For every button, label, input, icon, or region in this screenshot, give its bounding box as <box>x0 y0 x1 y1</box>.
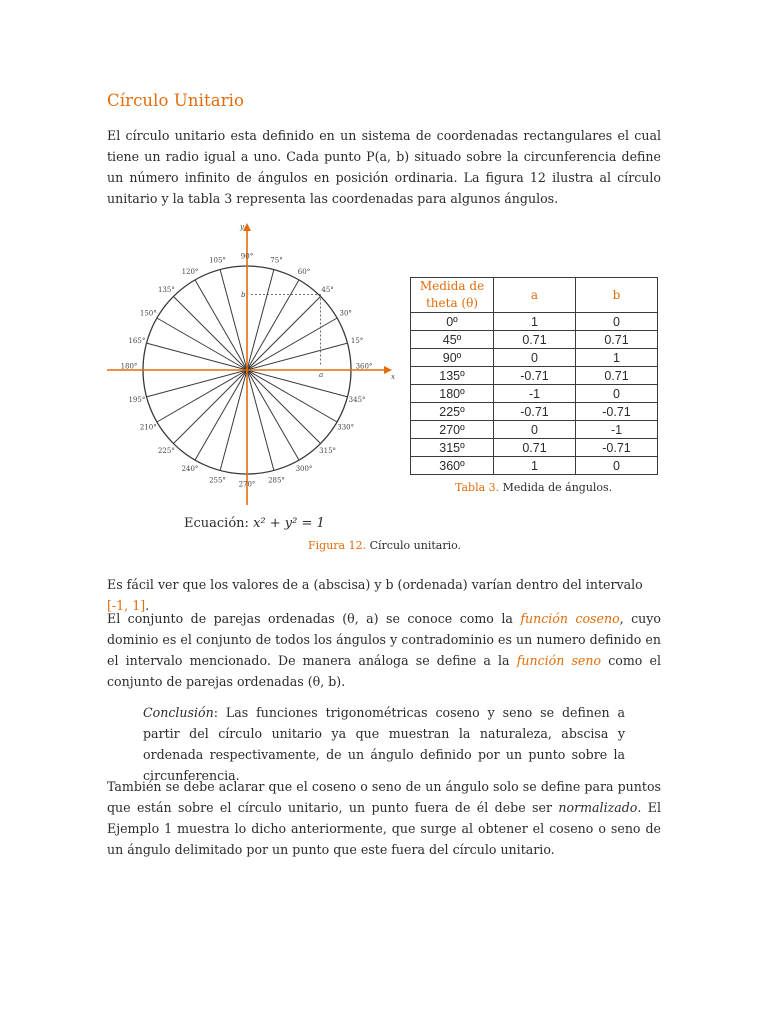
table-cell: 0 <box>576 457 658 475</box>
spoke-45 <box>247 297 321 371</box>
table-row <box>411 421 658 439</box>
table-row <box>411 349 658 367</box>
angle-label-270: 270° <box>238 480 256 489</box>
spoke-60 <box>247 280 299 370</box>
table-caption-label: Tabla 3. <box>455 481 500 494</box>
table-cell: -1 <box>494 385 576 403</box>
angle-label-120: 120° <box>181 267 199 276</box>
table-row <box>411 403 658 421</box>
sine-function-link[interactable]: función seno <box>516 653 602 668</box>
spoke-240 <box>195 370 247 460</box>
table-header-theta: Medida de theta (θ) <box>411 278 494 313</box>
angle-label-285: 285° <box>268 476 285 485</box>
table-header-row <box>411 278 658 313</box>
spoke-75 <box>247 270 274 371</box>
table-cell: 0.71 <box>494 439 576 457</box>
table-cell: 225º <box>411 403 494 421</box>
spoke-195 <box>147 370 248 397</box>
spoke-120 <box>195 280 247 370</box>
angle-label-345: 345° <box>348 396 366 404</box>
y-axis-arrow <box>243 223 251 231</box>
spoke-150 <box>157 318 247 370</box>
table-row <box>411 439 658 457</box>
axis-x-label: x <box>391 373 395 381</box>
table-cell: -0.71 <box>494 367 576 385</box>
table-cell: 0.71 <box>576 367 658 385</box>
table-cell: 0.71 <box>576 331 658 349</box>
spoke-210 <box>157 370 247 422</box>
angle-label-360: 360° <box>355 362 373 371</box>
normalizado-term: normalizado <box>558 800 638 815</box>
table-caption <box>455 481 612 494</box>
intro-paragraph: El círculo unitario esta definido en un sistema de coordenadas rectangulares el cual tiene un radio igual a uno. Cada punto P(a, b) situado sobre la circunferencia define un número infinito de ángulos en posición ordinaria. La figura 12 ilustra al círculo unitario y la tabla 3 representa las coordenadas para algunos ángulos. <box>107 128 661 206</box>
angle-label-60: 60° <box>297 267 311 276</box>
angle-label-165: 165° <box>128 337 146 345</box>
table-caption-text: Medida de ángulos. <box>502 481 613 494</box>
angle-label-75: 75° <box>270 256 283 265</box>
table-cell: -0.71 <box>576 439 658 457</box>
table-cell: -1 <box>576 421 658 439</box>
unit-circle-figure <box>100 215 400 515</box>
angle-label-210: 210° <box>139 423 157 432</box>
spoke-345 <box>247 370 348 397</box>
figure-caption-label: Figura 12. <box>308 539 367 552</box>
table-header-b: b <box>576 278 658 313</box>
circle-equation <box>184 516 325 531</box>
table-cell: 180º <box>411 385 494 403</box>
angle-label-45: 45° <box>321 285 334 294</box>
normalization-paragraph: También se debe aclarar que el coseno o seno de un ángulo solo se define para puntos que están sobre el círculo unitario, un punto fuera de él debe ser normalizado. El Ejemplo 1 muestra lo dicho anteriormente, que surge al obtener el coseno o seno de un ángulo delimitado por un punto que este fuera del círculo unitario. <box>107 779 661 857</box>
conclusion-label: Conclusión <box>143 705 214 720</box>
spoke-285 <box>247 370 274 471</box>
angle-label-315: 315° <box>319 447 337 456</box>
spoke-225 <box>174 370 248 444</box>
interval-paragraph: Es fácil ver que los valores de a (abscisa) y b (ordenada) varían dentro del intervalo [-1, 1]. <box>107 577 643 613</box>
table-cell: 360º <box>411 457 494 475</box>
spoke-255 <box>220 370 247 471</box>
table-cell: 45º <box>411 331 494 349</box>
table-cell: 1 <box>576 349 658 367</box>
figure-caption <box>308 539 461 552</box>
table-row <box>411 385 658 403</box>
table-cell: 1 <box>494 313 576 331</box>
spoke-105 <box>220 270 247 371</box>
spoke-165 <box>147 343 248 370</box>
angle-label-225: 225° <box>157 447 175 456</box>
section-heading: Círculo Unitario <box>107 91 245 110</box>
spoke-330 <box>247 370 337 422</box>
table-cell: 0º <box>411 313 494 331</box>
interval-value: [-1, 1] <box>107 598 146 613</box>
table-cell: 0.71 <box>494 331 576 349</box>
angle-label-135: 135° <box>157 285 175 294</box>
table-cell: 0 <box>494 349 576 367</box>
angle-label-105: 105° <box>209 256 226 265</box>
table-cell: 315º <box>411 439 494 457</box>
table-row <box>411 313 658 331</box>
equation-formula: x² + y² = 1 <box>253 516 325 531</box>
table-cell: 0 <box>576 313 658 331</box>
angle-label-330: 330° <box>337 423 355 432</box>
angle-label-195: 195° <box>128 396 146 404</box>
table-row <box>411 367 658 385</box>
angles-table <box>410 277 658 475</box>
spoke-300 <box>247 370 299 460</box>
angle-label-300: 300° <box>295 465 313 474</box>
conclusion-paragraph: Conclusión: Las funciones trigonométricas coseno y seno se definen a partir del círculo unitario ya que muestran la naturaleza, abscisa y ordenada respectivamente, de un ángulo definido por un punto sobre la circunferencia. <box>143 705 625 783</box>
angle-label-15: 15° <box>350 337 364 345</box>
cosine-function-link[interactable]: función coseno <box>520 611 620 626</box>
table-cell: -0.71 <box>494 403 576 421</box>
angle-label-150: 150° <box>139 309 157 318</box>
table-header-a: a <box>494 278 576 313</box>
table-cell: 90º <box>411 349 494 367</box>
table-cell: 270º <box>411 421 494 439</box>
angle-label-255: 255° <box>209 476 226 485</box>
label-a: a <box>319 371 324 379</box>
axis-y-label: y <box>240 223 244 231</box>
figure-caption-text: Círculo unitario. <box>369 539 462 552</box>
table-row <box>411 331 658 349</box>
table-cell: 1 <box>494 457 576 475</box>
label-b: b <box>241 291 246 299</box>
table-row <box>411 457 658 475</box>
equation-label: Ecuación: <box>184 516 249 531</box>
spoke-315 <box>247 370 324 444</box>
table-cell: -0.71 <box>576 403 658 421</box>
angle-label-30: 30° <box>339 309 352 318</box>
angle-label-240: 240° <box>181 465 199 474</box>
spoke-30 <box>247 318 337 370</box>
angle-label-90: 90° <box>240 252 254 261</box>
cosine-paragraph: El conjunto de parejas ordenadas (θ, a) se conoce como la función coseno, cuyo dominio es el conjunto de todos los ángulos y contradominio es un numero definido en el intervalo mencionado. De manera análoga se define a la función seno como el conjunto de parejas ordenadas (θ, b). <box>107 611 661 689</box>
table-cell: 0 <box>494 421 576 439</box>
spoke-135 <box>174 297 248 371</box>
spoke-15 <box>247 343 348 370</box>
table-cell: 135º <box>411 367 494 385</box>
angle-label-180: 180° <box>120 362 138 371</box>
table-cell: 0 <box>576 385 658 403</box>
